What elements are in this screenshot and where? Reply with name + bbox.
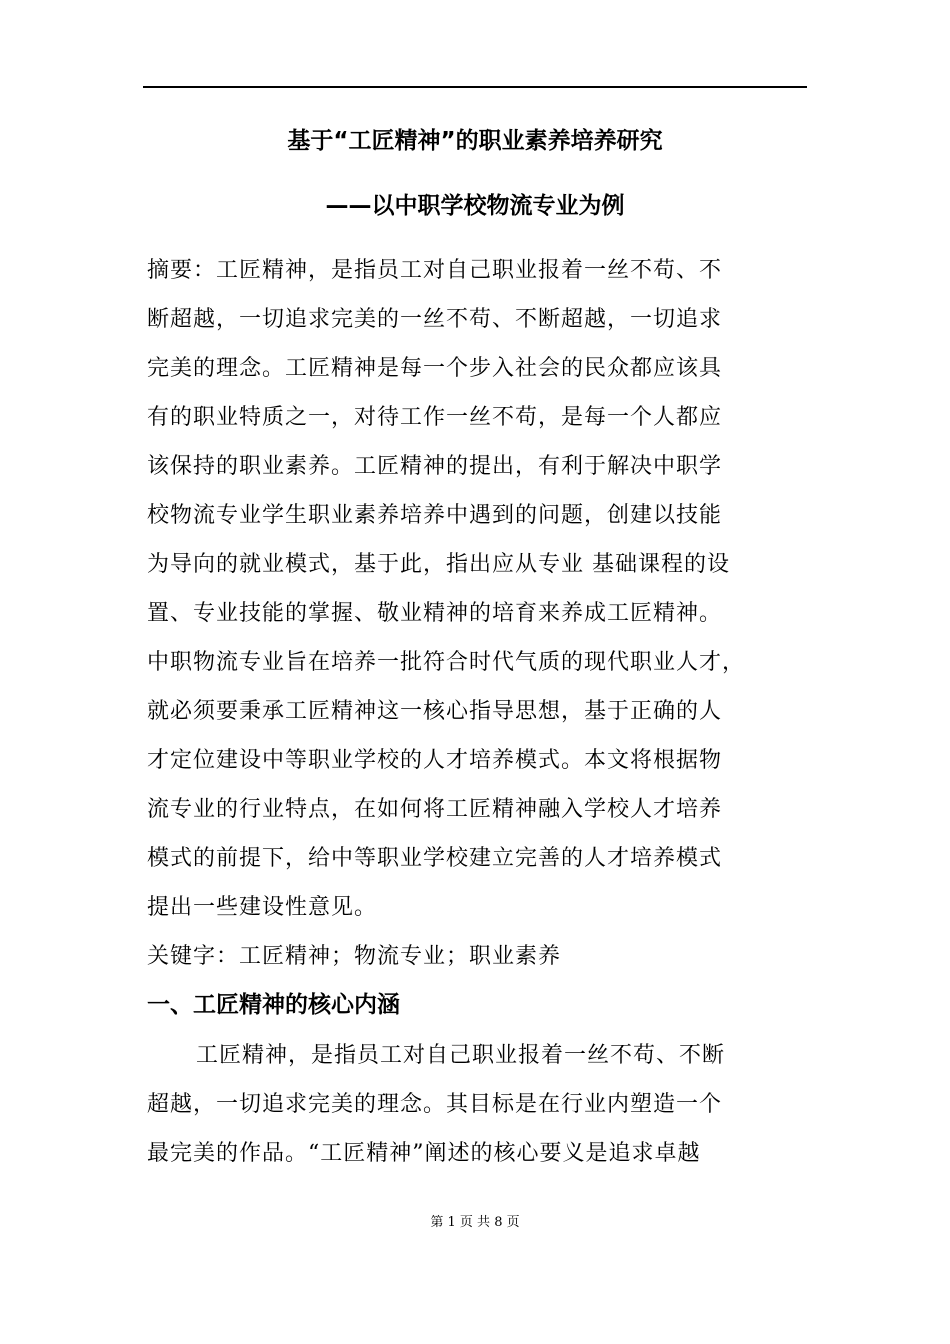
abstract-line: 断超越，一切追求完美的一丝不苟、不断超越，一切追求	[147, 307, 723, 332]
body-line: 超越，一切追求完美的理念。其目标是在行业内塑造一个	[147, 1092, 723, 1117]
section-heading: 一、工匠精神的核心内涵	[147, 992, 400, 1018]
abstract-line: 有的职业特质之一，对待工作一丝不苟，是每一个人都应	[147, 405, 723, 430]
header-rule	[143, 86, 807, 88]
abstract-line: 该保持的职业素养。工匠精神的提出，有利于解决中职学	[147, 454, 723, 479]
abstract-line: 摘要：工匠精神，是指员工对自己职业报着一丝不苟、不	[147, 258, 723, 283]
abstract-line: 置、专业技能的掌握、敬业精神的培育来养成工匠精神。	[147, 601, 723, 626]
document-title: 基于“工匠精神”的职业素养培养研究	[287, 128, 663, 154]
body-line: 工匠精神，是指员工对自己职业报着一丝不苟、不断	[196, 1043, 726, 1068]
page-number: 第 1 页 共 8 页	[430, 1215, 520, 1230]
abstract-line: 模式的前提下，给中等职业学校建立完善的人才培养模式	[147, 846, 723, 871]
abstract-line: 完美的理念。工匠精神是每一个步入社会的民众都应该具	[147, 356, 723, 381]
abstract-line: 提出一些建设性意见。	[147, 895, 378, 920]
abstract-line: 才定位建设中等职业学校的人才培养模式。本文将根据物	[147, 748, 723, 773]
abstract-line: 流专业的行业特点，在如何将工匠精神融入学校人才培养	[147, 797, 723, 822]
abstract-line: 中职物流专业旨在培养一批符合时代气质的现代职业人才，	[147, 650, 746, 675]
keywords: 关键字：工匠精神；物流专业；职业素养	[147, 944, 562, 969]
abstract-line: 为导向的就业模式，基于此，指出应从专业 基础课程的设	[147, 552, 730, 577]
document-subtitle: ——以中职学校物流专业为例	[325, 193, 625, 219]
abstract-line: 就必须要秉承工匠精神这一核心指导思想，基于正确的人	[147, 699, 723, 724]
body-line: 最完美的作品。“工匠精神”阐述的核心要义是追求卓越	[147, 1141, 701, 1166]
abstract-line: 校物流专业学生职业素养培养中遇到的问题，创建以技能	[147, 503, 723, 528]
